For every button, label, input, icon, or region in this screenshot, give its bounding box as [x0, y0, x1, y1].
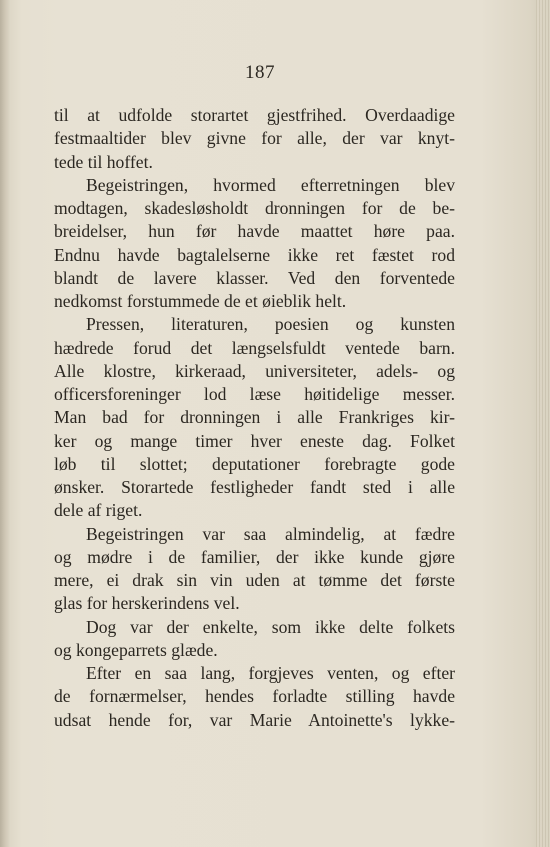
text-line: ker og mange timer hver eneste dag. Folket — [54, 430, 455, 451]
text-line: ønsker. Storartede festligheder fandt sted i alle — [54, 477, 455, 497]
body-text — [54, 104, 455, 732]
page-edge — [536, 0, 550, 847]
text-line: og mødre i de familier, der ikke kunde gjøre — [54, 546, 455, 567]
text-line: officersforeninger lod læse høitidelige messer. — [54, 384, 455, 404]
text-line: nedkomst forstummede de et øieblik helt. — [54, 291, 347, 311]
text-line: modtagen, skadesløsholdt dronningen for de be- — [54, 198, 455, 218]
text-line: breidelser, hun før havde maattet høre paa. — [54, 221, 455, 242]
text-line: glas for herskerindens vel. — [54, 593, 240, 614]
text-line: Dog var der enkelte, som ikke delte folkets — [86, 616, 455, 637]
page-binding-shadow — [0, 0, 10, 847]
text-line: udsat hende for, var Marie Antoinette's lykke- — [54, 709, 455, 730]
text-line: de fornærmelser, hendes forladte stilling havde — [54, 686, 455, 707]
text-line: til at udfolde storartet gjestfrihed. Overdaadige — [54, 105, 455, 125]
text-line: Alle klostre, kirkeraad, universiteter, adels- og — [54, 360, 455, 381]
text-line: Man bad for dronningen i alle Frankriges kir- — [54, 407, 455, 428]
text-line: løb til slottet; deputationer forebragte gode — [54, 453, 455, 474]
text-line: mere, ei drak sin vin uden at tømme det første — [54, 570, 455, 590]
text-line: festmaaltider blev givne for alle, der var knyt- — [54, 128, 455, 149]
text-line: tede til hoffet. — [54, 151, 153, 172]
text-line: Begeistringen, hvormed efterretningen blev — [86, 174, 455, 195]
text-line: Endnu havde bagtalelserne ikke ret fæstet rod — [54, 244, 455, 265]
text-line: Pressen, literaturen, poesien og kunsten — [86, 314, 455, 335]
text-line: hædrede forud det længselsfuldt ventede barn. — [54, 337, 455, 358]
page-number: 187 — [245, 62, 275, 83]
text-line: Begeistringen var saa almindelig, at fædre — [86, 523, 455, 544]
text-line: dele af riget. — [54, 500, 143, 521]
text-line: og kongeparrets glæde. — [54, 639, 218, 660]
text-line: Efter en saa lang, forgjeves venten, og efter — [86, 663, 455, 683]
text-line: blandt de lavere klasser. Ved den forventede — [54, 267, 455, 288]
